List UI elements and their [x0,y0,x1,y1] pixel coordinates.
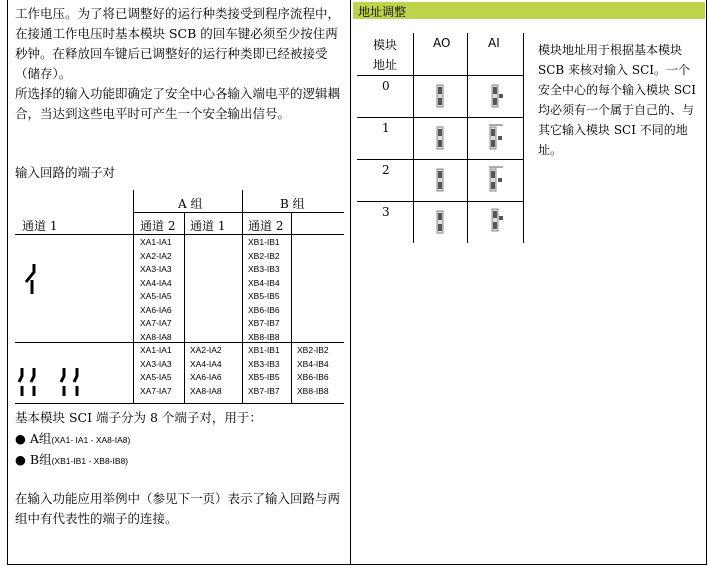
single-contact-icon [20,262,40,296]
block1-a-ch2: XA1-IA1 XA2-IA2 XA3-IA3 XA4-IA4 XA5-IA5 XA6-IA6 XA7-IA7 XA8-IA8 [140,237,172,342]
ao-switch-2-icon [433,168,447,192]
col-module-label: 模块 [373,38,398,52]
address-header-title: 地址调整 [358,5,407,19]
function-paragraph: 所选择的输入功能即确定了安全中心各输入端电平的逻辑耦合，当达到这些电平时可产生一个安全输出信号。 [15,86,341,121]
address-description: 模块地址用于根据基本模块 SCB 来核对输入 SCI。一个安全中心的每个输入模块 SCI 均必须有一个属于自己的、与其它输入模块 SCI 不同的地址。 [538,43,696,157]
col-channel1: 通道 1 [22,219,58,233]
intro-paragraph: 工作电压。为了将已调整好的运行种类接受到程序流程中，在接通工作电压时基本模块 SCB 的回车键必须至少按住两秒钟。在释放回车键后已调整好的运行种类即已经被接受（储存）。 [15,6,341,81]
ao-switch-0-icon [433,84,447,108]
ai-switch-1-icon [487,124,505,152]
dual-contact-icon [17,366,92,398]
bullet-group-a: ● A组(XA1- IA1 - XA8-IA8) [15,431,131,446]
address-1: 1 [382,121,390,135]
summary-text: 基本模块 SCI 端子分为 8 个端子对，用于： [15,410,262,425]
address-2: 2 [382,163,390,177]
block2-b-ch2: XB1-IB1 XB3-IB3 XB5-IB5 XB7-IB7 [248,345,280,396]
block2-a-ch2: XA1-IA1 XA3-IA3 XA5-IA5 XA7-IA7 [140,345,172,396]
col-b-channel2: 通道 2 [248,219,284,233]
block2-b-ch1: XB2-IB2 XB4-IB4 XB6-IB6 XB8-IB8 [297,345,329,396]
group-a-header: A 组 [178,197,203,211]
col-ai: AI [488,36,500,50]
block1-b-ch2: XB1-IB1 XB2-IB2 XB3-IB3 XB4-IB4 XB5-IB5 XB6-IB6 XB7-IB7 XB8-IB8 [248,237,280,342]
example-paragraph: 在输入功能应用举例中（参见下一页）表示了输入回路与两组中有代表性的端子的连接。 [15,491,341,526]
group-b-header: B 组 [280,197,305,211]
address-header-bar [353,2,705,19]
block2-a-ch1: XA2-IA2 XA4-IA4 XA6-IA6 XA8-IA8 [190,345,222,396]
col-a-channel2: 通道 2 [140,219,176,233]
bullet-group-b: ● B组(XB1-IB1 - XB8-IB8) [15,452,129,467]
ai-switch-0-icon [489,84,505,108]
ai-switch-2-icon [487,166,505,194]
ao-switch-3-icon [433,210,447,234]
address-0: 0 [382,79,390,93]
col-ao: AO [433,36,451,50]
col-a-channel1: 通道 1 [190,219,226,233]
ao-switch-1-icon [433,126,447,150]
section-title: 输入回路的端子对 [15,165,116,180]
column-divider [350,0,351,564]
address-3: 3 [382,205,390,219]
ai-switch-3-icon [489,208,505,234]
col-address-label: 地址 [373,58,398,72]
